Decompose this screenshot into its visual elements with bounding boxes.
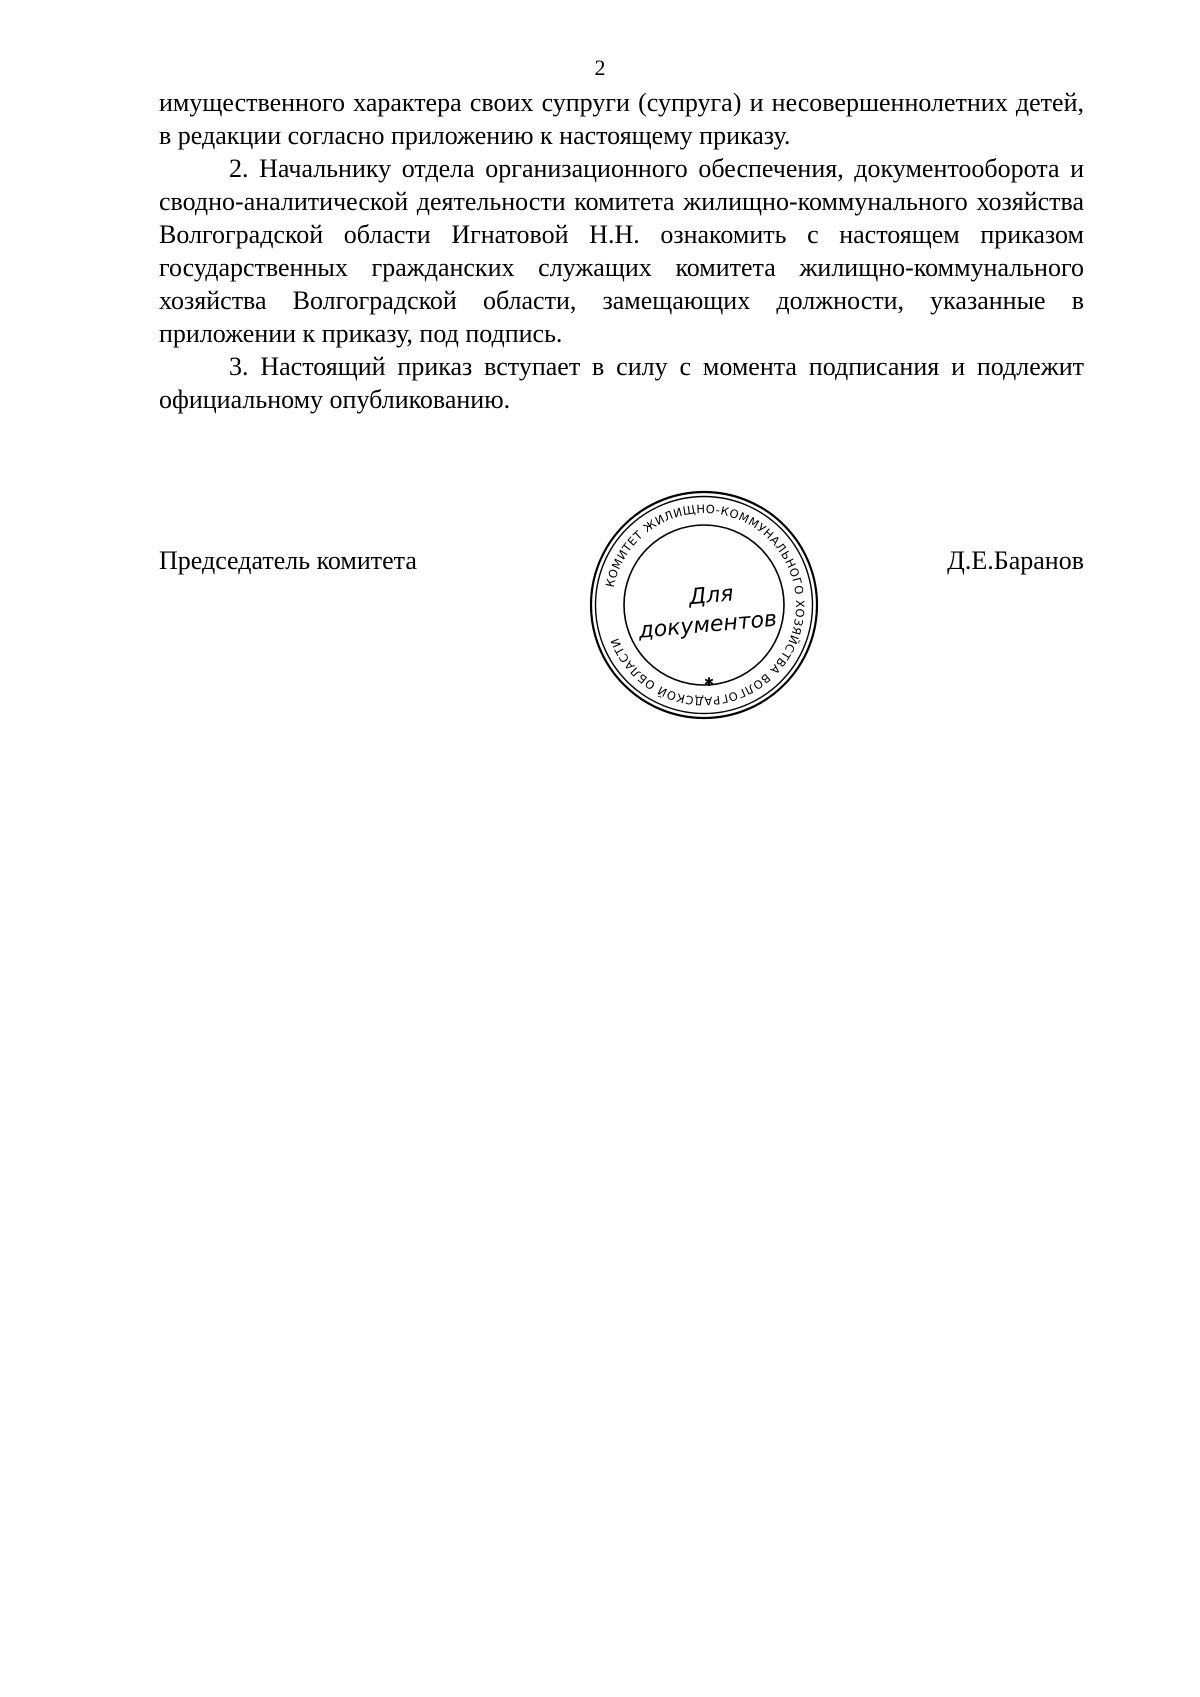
seal-ring-star: ✱ [704, 675, 715, 689]
official-seal [586, 487, 822, 723]
document-body [159, 86, 1084, 416]
seal-center-line-2: документов [637, 606, 778, 644]
seal-graphic [586, 487, 822, 723]
seal-ring-text: КОМИТЕТ ЖИЛИЩНО-КОММУНАЛЬНОГО ХОЗЯЙСТВА ВОЛГОГРАДСКОЙ ОБЛАСТИ [602, 501, 808, 709]
page-number: 2 [594, 55, 606, 80]
seal-center-line-1: Для [687, 581, 735, 611]
signatory-position: Председатель комитета [159, 546, 417, 575]
paragraph-item-2: 2. Начальнику отдела организационного обеспечения, документооборота и сводно-аналитической деятельности комитета жилищно-коммунального хозяйства Волгоградской области Игнатовой Н.Н. ознакомить с настоящем приказом государственных гражданских служащих комитета жилищно-коммунального хозяйства Волгоградской области, замещающих должности, указанные в приложении к приказу, под подпись. [159, 154, 1084, 348]
paragraph-continuation: имущественного характера своих супруги (супруга) и несовершеннолетних детей, в редакции согласно приложению к настоящему приказу. [159, 88, 1084, 150]
paragraph-item-3: 3. Настоящий приказ вступает в силу с момента подписания и подлежит официальному опубликованию. [159, 352, 1084, 414]
signatory-name: Д.Е.Баранов [947, 546, 1084, 575]
